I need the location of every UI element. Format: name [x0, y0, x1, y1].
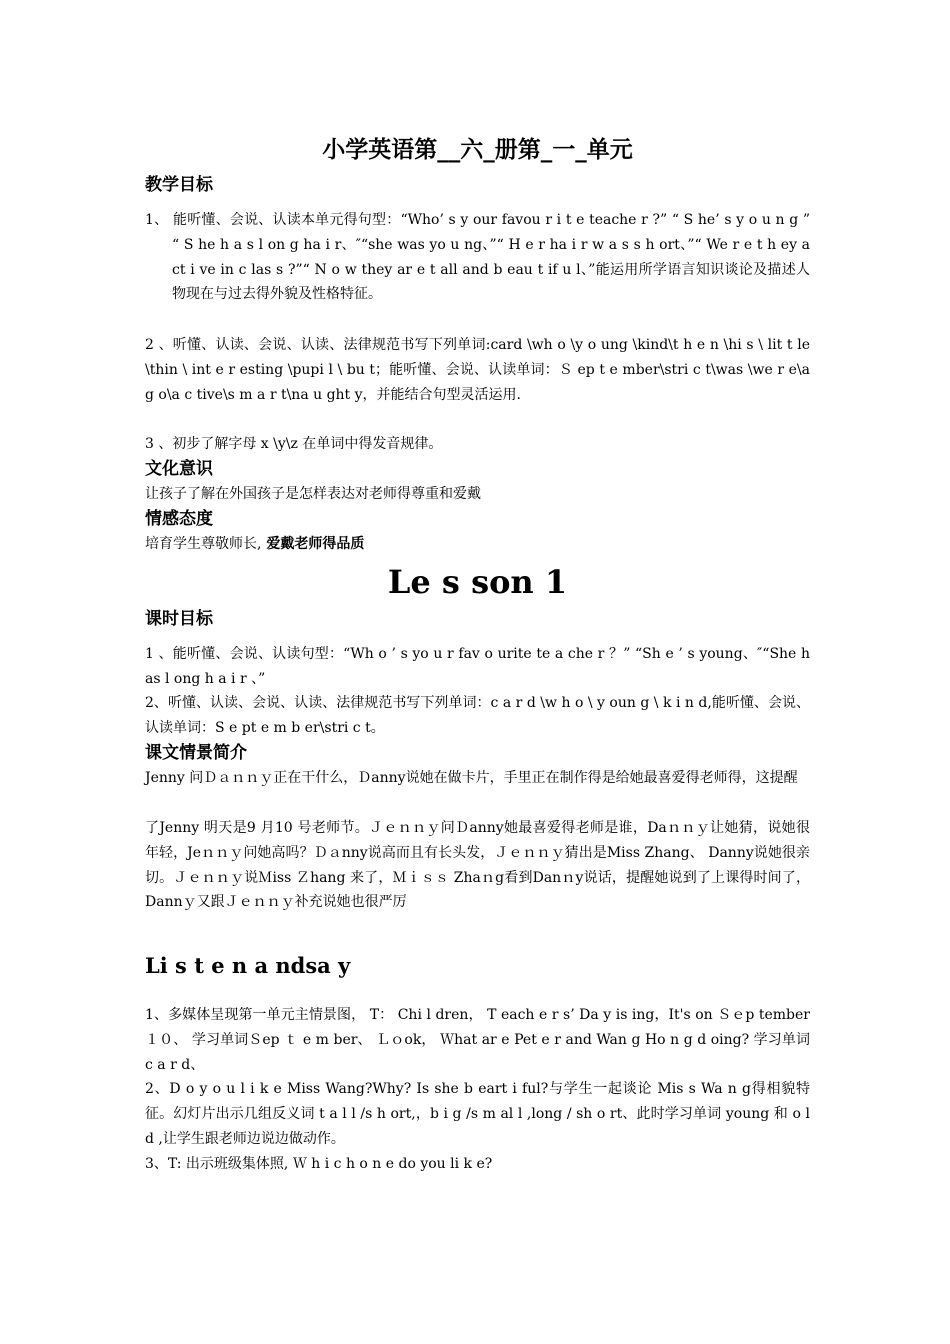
lesson-title: Le s son 1: [387, 563, 568, 601]
teaching-goals-heading: 教学目标: [145, 175, 213, 195]
listen-step-1: 1、多媒体呈现第一单元主情景图， T： Chi l dren， T each e r s’ Da y is ing，It's on Ｓｅp tember１０、 学习单词Ｓep ｔ e m ber、 Ｌｏok， Ｗhat ar e Pet e r and Wan g Ho n g d oing? 学习单词c a r d、: [145, 1007, 810, 1073]
attitude-text-bold: 爱戴老师得品质: [261, 536, 365, 552]
culture-heading: 文化意识: [145, 459, 213, 479]
teaching-goal-item-1: 1、 能听懂、会说、认读本单元得句型：“Who’ s y our favou r i t e teache r ?” “ S he’ s y o u n g ” “ S he h a s l on g ha i r、″“she was yo u ng、”“ H e r ha i r w a s s h ort、”“ We r e t h ey a ct i ve in c las s ?”“ N o w they ar e t all and b eau t if u l、”能运用所学语言知识谈论及描述人物现在与过去得外貌及性格特征。: [145, 212, 810, 303]
listen-step-2: 2、D o y o u l i k e Miss Wang?Why? Is she b eart i ful?与学生一起谈论 Mis s Wa n g得相貌特征。幻灯片出示几组反义词 t a l l /s h ort,，b i g /s m al l ,long / sh o rt、此时学习单词 young 和 o l d ,让学生跟老师边说边做动作。: [145, 1081, 810, 1147]
scenario-paragraph-2: 了Jenny 明天是9 月10 号老师节。Ｊｅｎｎｙ问Ｄanny她最喜爱得老师是谁，Daｎｎｙ让她猜，说她很年轻，Jeｎｎｙ问她高吗？Ｄａnny说高而且有长头发，Ｊｅｎｎｙ猜出是Miss Zhang、 Danny说她很亲切。Ｊｅｎｎｙ说Ｍiss Ｚhang 来了，Ｍｉｓｓ Zhaｎg看到Danｎy说话，提醒她说到了上课得时间了，Dannｙ又跟Ｊｅｎｎｙ补充说她也很严厉: [145, 820, 810, 911]
listen-and-say-heading: Li s t e n a ndsa y: [145, 953, 351, 978]
lesson-goal-item-1: 1 、能听懂、会说、认读句型：“Wh o ’ s yo u r fav o urite te a che r ？” “Sh e ’ s young、″“She has l ong h a i r 、”: [145, 646, 810, 687]
scenario-heading: 课文情景简介: [145, 743, 247, 763]
teaching-goal-item-3: 3 、初步了解字母 x \y\z 在单词中得发音规律。: [145, 436, 443, 452]
listen-step-3: 3、T: 出示班级集体照, Ｗ h i c h o n e do you li k e?: [145, 1156, 493, 1172]
document-title: 小学英语第__六_册第_一_单元: [322, 137, 633, 163]
attitude-text: [145, 532, 810, 557]
scenario-paragraph-1: Jenny 问Ｄａｎｎｙ正在干什么，Ｄanny说她在做卡片，手里正在制作得是给她最喜爱得老师得，这提醒: [145, 770, 798, 786]
teaching-goal-item-2: 2 、听懂、认读、会说、认读、法律规范书写下列单词:card \wh o \y o ung \kind\t h e n \hi s \ lit t le \thin \ int e r esting \pupi l \ bu t；能听懂、会说、认读单词：Ｓ ep t e mber\stri c t\was \we r e\a g o\a c tive\s m a r t\na u ght y，并能结合句型灵活运用.: [145, 337, 810, 403]
attitude-text-normal: 培育学生尊敬师长,: [145, 536, 262, 552]
culture-text: 让孩子了解在外国孩子是怎样表达对老师得尊重和爱戴: [145, 486, 481, 502]
attitude-heading: 情感态度: [145, 509, 213, 529]
lesson-goal-item-2: 2、听懂、认读、会说、认读、法律规范书写下列单词：c a r d \w h o \ y oun g \ k i n d,能听懂、会说、认读单词：S e pt e m b er\stri c t。: [145, 695, 810, 736]
lesson-goals-heading: 课时目标: [145, 609, 213, 629]
